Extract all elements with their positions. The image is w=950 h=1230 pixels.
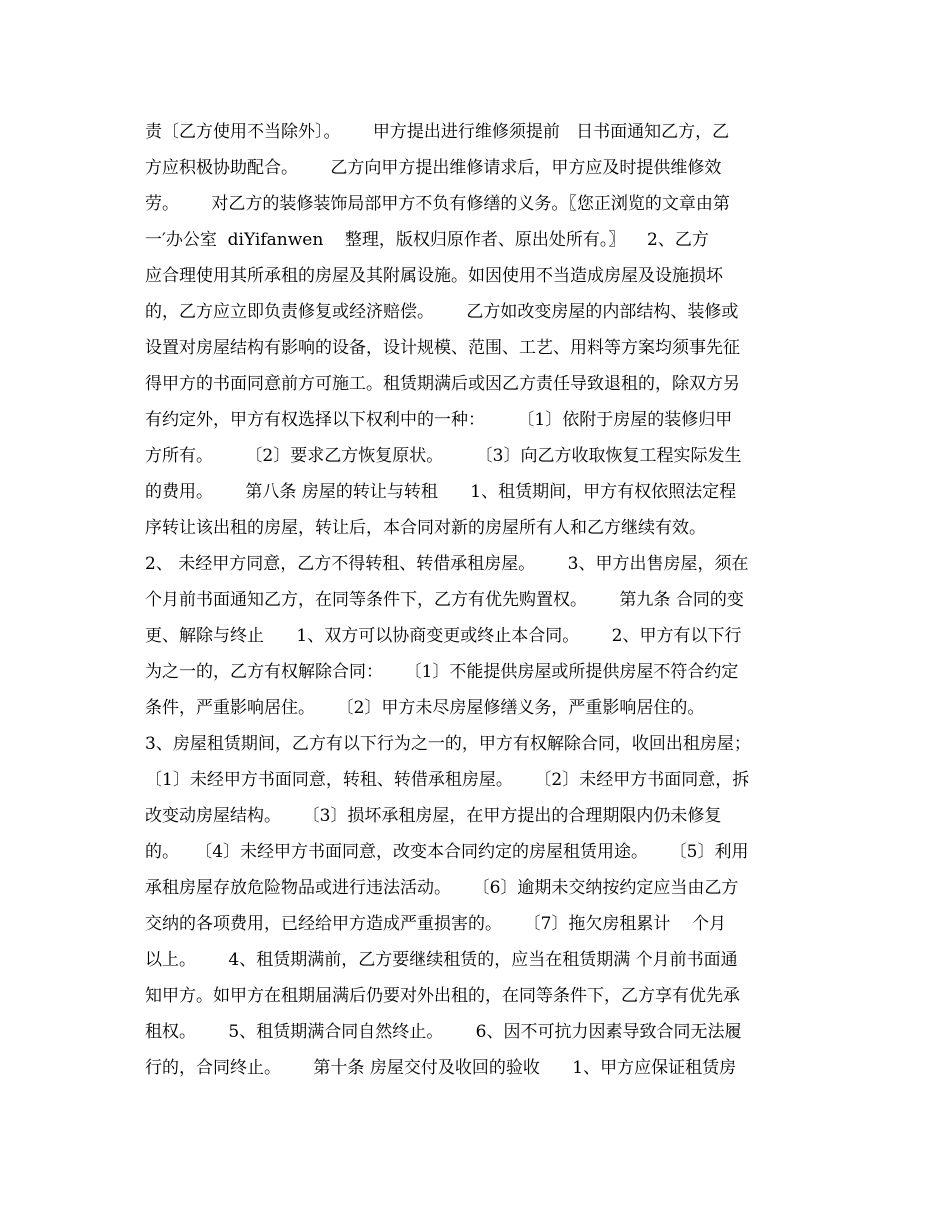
text-line-15: 更、解除与终止 1、双方可以协商变更或终止本合同。 2、甲方有以下行 [145,626,742,646]
text-line-26: 租权。 5、租赁期满合同自然终止。 6、因不可抗力因素导致合同无法履 [145,1022,742,1042]
text-line-12: 序转让该出租的房屋，转让后，本合同对新的房屋所有人和乙方继续有效。 [145,518,706,538]
text-line-8: 得甲方的书面同意前方可施工。租赁期满后或因乙方责任导致退租的，除双方另 [145,374,740,394]
text-line-2: 方应积极协助配合。 乙方向甲方提出维修请求后，甲方应及时提供维修效 [145,158,722,178]
text-line-6: 的，乙方应立即负责修复或经济赔偿。 乙方如改变房屋的内部结构、装修或 [145,302,739,322]
text-line-27: 行的，合同终止。 第十条 房屋交付及收回的验收 1、甲方应保证租赁房 [145,1058,737,1078]
text-line-16: 为之一的，乙方有权解除合同： 〔1〕不能提供房屋或所提供房屋不符合约定 [145,662,739,682]
text-line-1: 责〔乙方使用不当除外〕。 甲方提出进行维修须提前 日书面通知乙方，乙 [145,122,730,142]
text-line-9: 有约定外，甲方有权选择以下权利中的一种： 〔1〕依附于房屋的装修归甲 [145,410,733,430]
text-line-11: 的费用。 第八条 房屋的转让与转租 1、租赁期间，甲方有权依照法定程 [145,482,737,502]
text-line-20: 改变动房屋结构。 〔3〕损坏承租房屋，在甲方提出的合理期限内仍未修复 [145,806,722,826]
text-line-14: 个月前书面通知乙方，在同等条件下，乙方有优先购置权。 第九条 合同的变 [145,590,744,610]
text-line-4: 一′办公室 diYifanwen 整理，版权归原作者、原出处所有。〗 2、乙方 [145,230,709,250]
text-line-18: 3、房屋租赁期间，乙方有以下行为之一的，甲方有权解除合同，收回出租房屋； [145,734,751,754]
text-line-25: 知甲方。如甲方在租期届满后仍要对外出租的，在同等条件下，乙方享有优先承 [145,986,740,1006]
text-line-24: 以上。 4、租赁期满前，乙方要继续租赁的，应当在租赁期满 个月前书面通 [145,950,738,970]
text-line-21: 的。 〔4〕未经甲方书面同意，改变本合同约定的房屋租赁用途。 〔5〕利用 [145,842,749,862]
text-line-10: 方所有。 〔2〕要求乙方恢复原状。 〔3〕向乙方收取恢复工程实际发生 [145,446,742,466]
text-line-3: 劳。 对乙方的装修装饰局部甲方不负有修缮的义务。〖您正浏览的文章由第 [145,194,730,214]
text-line-19: 〔1〕未经甲方书面同意，转租、转借承租房屋。 〔2〕未经甲方书面同意，拆 [145,770,750,790]
text-line-7: 设置对房屋结构有影响的设备，设计规模、范围、工艺、用料等方案均须事先征 [145,338,740,358]
text-line-22: 承租房屋存放危险物品或进行违法活动。 〔6〕逾期未交纳按约定应当由乙方 [145,878,739,898]
text-line-13: 2、 未经甲方同意，乙方不得转租、转借承租房屋。 3、甲方出售房屋，须在 [145,554,749,574]
text-line-23: 交纳的各项费用，已经给甲方造成严重损害的。 〔7〕拖欠房租累计 个月 [145,914,727,934]
text-line-17: 条件，严重影响居住。 〔2〕甲方未尽房屋修缮义务，严重影响居住的。 [145,698,705,718]
text-line-5: 应合理使用其所承租的房屋及其附属设施。如因使用不当造成房屋及设施损坏 [145,266,723,286]
